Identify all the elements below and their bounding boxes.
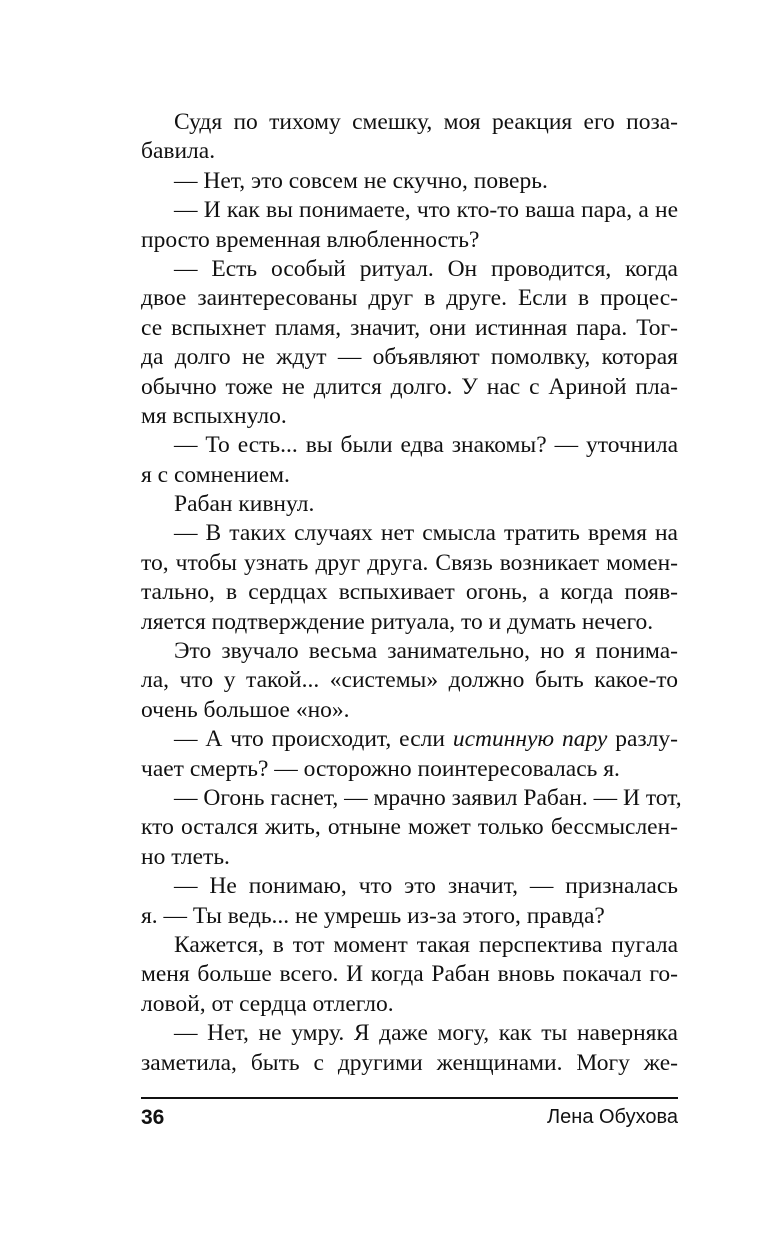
text-line bbox=[141, 902, 678, 931]
text-line-content: бавила. bbox=[141, 138, 216, 165]
text-line-content: се вспыхнет пламя, значит, они истинная пара. Тог- bbox=[141, 314, 678, 341]
text-line-content: Это звучало весьма занимательно, но я понима- bbox=[174, 638, 678, 665]
text-line-content: — Нет, это совсем не скучно, поверь. bbox=[174, 167, 548, 194]
text-line bbox=[141, 461, 678, 490]
text-line bbox=[141, 373, 678, 402]
text-line bbox=[141, 226, 678, 255]
text-line bbox=[141, 108, 678, 137]
text-line-continuation: разлу- bbox=[607, 726, 678, 753]
text-line bbox=[141, 314, 678, 343]
text-line-content: просто временная влюбленность? bbox=[141, 226, 480, 253]
text-line-content: я с сомнением. bbox=[141, 461, 290, 488]
text-line bbox=[141, 137, 678, 166]
text-line bbox=[141, 784, 682, 813]
text-line bbox=[141, 255, 678, 284]
italic-emphasis: истинную пару bbox=[452, 726, 608, 753]
text-line-content: — В таких случаях нет смысла тратить время на bbox=[174, 520, 678, 547]
text-line bbox=[141, 608, 678, 637]
text-line bbox=[141, 1049, 678, 1078]
text-line-content: меня больше всего. И когда Рабан вновь покачал го- bbox=[141, 961, 678, 988]
text-line-content: обычно тоже не длится долго. У нас с Ариной пла- bbox=[141, 373, 678, 400]
text-line bbox=[141, 343, 678, 372]
text-line-content: кто остался жить, отныне может только бессмыслен- bbox=[141, 814, 678, 841]
text-line-content: но тлеть. bbox=[141, 843, 230, 870]
footer-rule bbox=[141, 1097, 678, 1099]
text-line bbox=[141, 872, 678, 901]
text-line bbox=[141, 637, 678, 666]
text-line bbox=[141, 725, 678, 754]
text-line bbox=[141, 813, 678, 842]
text-line-content: тально, в сердцах вспыхивает огонь, а когда появ- bbox=[141, 579, 678, 606]
text-line bbox=[141, 1019, 678, 1048]
body-text bbox=[141, 108, 682, 1078]
text-line-content: двое заинтересованы друг в друге. Если в процес- bbox=[141, 285, 678, 312]
text-line-content: ляется подтверждение ритуала, то и думать нечего. bbox=[141, 608, 654, 635]
text-line-content: Кажется, в тот момент такая перспектива пугала bbox=[174, 931, 678, 958]
text-line bbox=[141, 431, 678, 460]
text-line-content: — А что происходит, если bbox=[174, 726, 453, 753]
text-line bbox=[141, 490, 678, 519]
text-line bbox=[141, 843, 678, 872]
text-line bbox=[141, 549, 678, 578]
text-line-content: — То есть... вы были едва знакомы? — уточнила bbox=[174, 432, 678, 459]
text-line-content: Судя по тихому смешку, моя реакция его поза- bbox=[174, 109, 678, 135]
text-line-content: ла, что у такой... «системы» должно быть какое-то bbox=[141, 667, 678, 694]
text-line-content: ловой, от сердца отлегло. bbox=[141, 990, 394, 1017]
text-line-content: — Не понимаю, что это значит, — призналась bbox=[174, 873, 678, 900]
text-line-content: да долго не ждут — объявляют помолвку, которая bbox=[141, 344, 678, 371]
text-line bbox=[141, 666, 678, 695]
text-line-content: Рабан кивнул. bbox=[174, 491, 315, 518]
text-line bbox=[141, 402, 678, 431]
text-line-content: я. — Ты ведь... не умрешь из-за этого, правда? bbox=[141, 902, 605, 929]
text-line-content: то, чтобы узнать друг друга. Связь возникает момен- bbox=[141, 549, 678, 576]
text-line-content: — Есть особый ритуал. Он проводится, когда bbox=[174, 255, 678, 282]
text-line bbox=[141, 578, 678, 607]
text-line bbox=[141, 990, 678, 1019]
text-line bbox=[141, 960, 678, 989]
text-line-content: мя вспыхнуло. bbox=[141, 402, 287, 429]
text-line bbox=[141, 696, 678, 725]
text-line-content: — И как вы понимаете, что кто-то ваша пара, а не bbox=[174, 197, 678, 224]
text-line bbox=[141, 284, 678, 313]
text-line-content: — Нет, не умру. Я даже могу, как ты наверняка bbox=[174, 1020, 678, 1047]
text-line bbox=[141, 519, 678, 548]
text-line-content: — Огонь гаснет, — мрачно заявил Рабан. — И тот, bbox=[174, 784, 682, 811]
text-line bbox=[141, 931, 678, 960]
running-footer-author: Лена Обухова bbox=[547, 1106, 678, 1128]
text-line bbox=[141, 196, 678, 225]
text-line-content: заметила, быть с другими женщинами. Могу же- bbox=[141, 1049, 678, 1076]
text-line bbox=[141, 167, 678, 196]
page-number: 36 bbox=[141, 1106, 165, 1129]
text-line-content: очень большое «но». bbox=[141, 696, 350, 723]
text-line-content: чает смерть? — осторожно поинтересовалась я. bbox=[141, 755, 620, 782]
text-line bbox=[141, 755, 678, 784]
